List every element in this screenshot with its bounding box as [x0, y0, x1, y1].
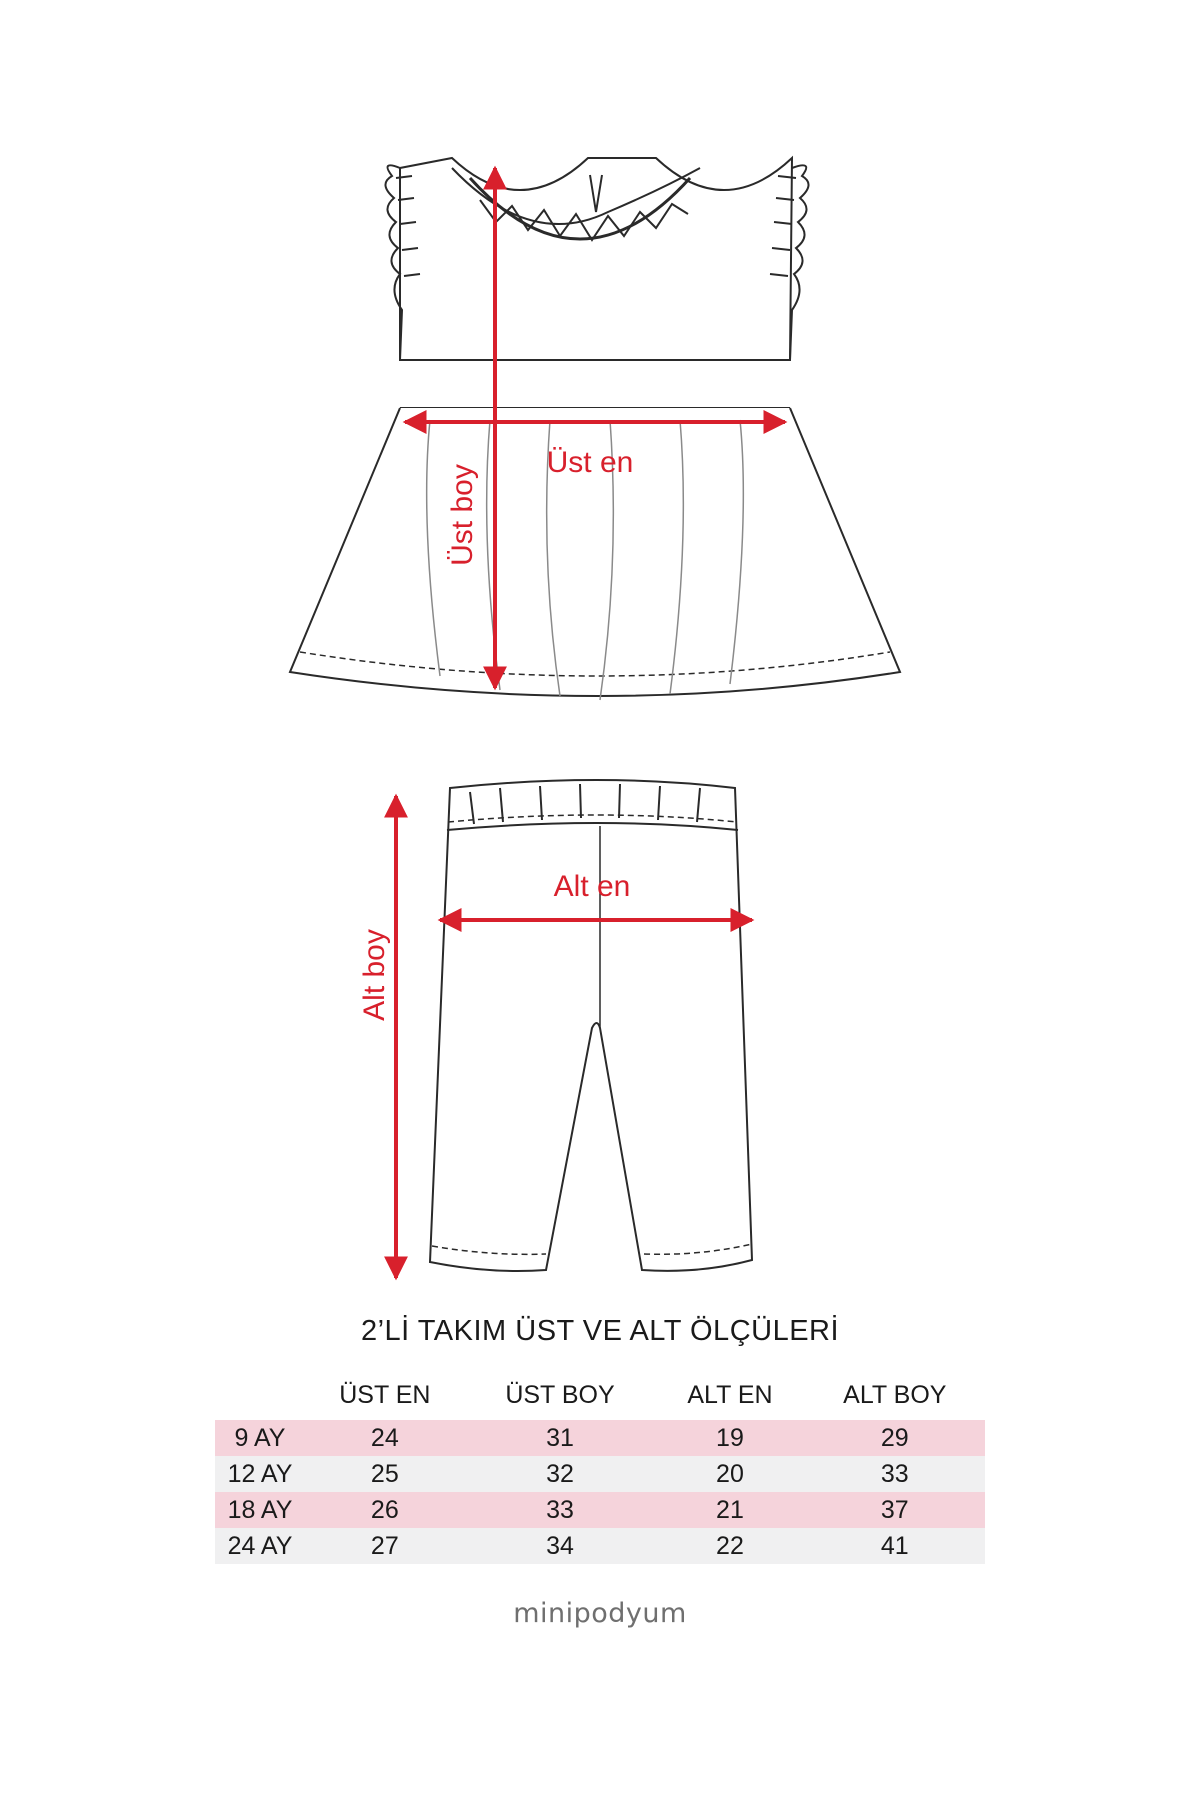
table-cell: 27: [370, 1531, 399, 1560]
table-cell: 25: [370, 1459, 399, 1488]
table-cell: 24: [370, 1423, 399, 1452]
table-header-size: [215, 1370, 305, 1420]
table-cell: 26: [370, 1495, 399, 1524]
size-cell: 9 AY: [234, 1423, 286, 1452]
table-row: [215, 1456, 985, 1492]
ust-en-label: Üst en: [546, 446, 634, 479]
table-header-alt-en: ALT EN: [687, 1380, 773, 1409]
table-row: [215, 1528, 985, 1564]
brand-logo: minipodyum: [513, 1598, 687, 1629]
table-cell: 33: [546, 1495, 574, 1524]
table-cell: 19: [716, 1423, 744, 1452]
table-header-alt-boy: ALT BOY: [843, 1380, 947, 1409]
ust-boy-label: Üst boy: [446, 464, 479, 566]
dress-drawing: [290, 158, 900, 700]
table-row: [215, 1420, 985, 1456]
table-cell: 31: [546, 1423, 574, 1452]
size-cell: 12 AY: [227, 1459, 293, 1488]
table-cell: 22: [716, 1531, 744, 1560]
alt-en-label: Alt en: [553, 870, 631, 903]
table-cell: 29: [880, 1423, 909, 1452]
table-header-ust-en: ÜST EN: [339, 1380, 431, 1409]
size-cell: 18 AY: [227, 1495, 293, 1524]
table-header-ust-boy: ÜST BOY: [505, 1380, 615, 1409]
table-cell: 37: [880, 1495, 909, 1524]
size-table-title: 2’Lİ TAKIM ÜST VE ALT ÖLÇÜLERİ: [360, 1315, 840, 1347]
table-cell: 32: [546, 1459, 574, 1488]
size-table: [215, 1370, 985, 1564]
table-cell: 33: [880, 1459, 909, 1488]
table-header-row: [215, 1370, 985, 1420]
table-cell: 41: [880, 1531, 909, 1560]
table-cell: 21: [716, 1495, 744, 1524]
table-cell: 34: [546, 1531, 574, 1560]
table-row: [215, 1492, 985, 1528]
leggings-drawing: [430, 780, 752, 1271]
size-cell: 24 AY: [227, 1531, 293, 1560]
table-cell: 20: [716, 1459, 744, 1488]
alt-boy-label: Alt boy: [358, 929, 391, 1021]
